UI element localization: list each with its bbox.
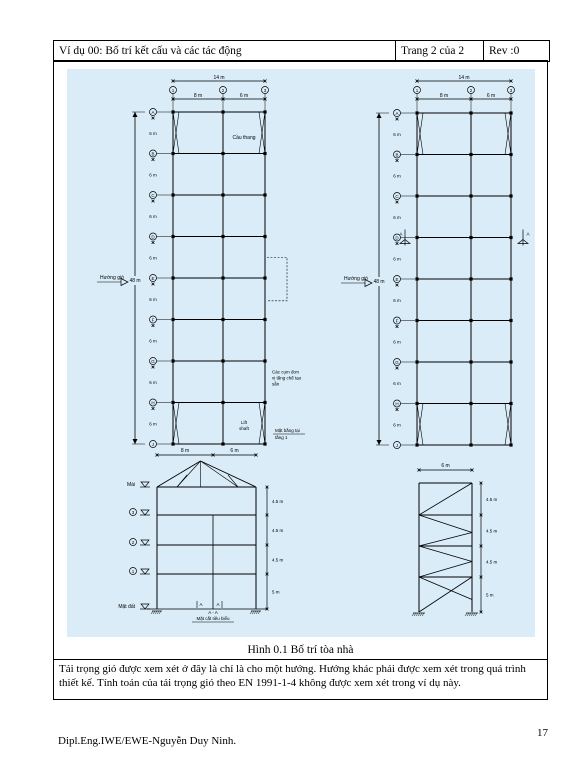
dim-row-spacing: 6 m	[393, 256, 401, 262]
dim-row-spacing: 6 m	[149, 296, 157, 302]
wind-label: Hướng gió	[344, 276, 368, 282]
lift-label: Lift	[240, 420, 248, 425]
dim-height: 4.5 m	[486, 497, 498, 502]
column-node	[221, 359, 224, 362]
bracing-elevation	[412, 463, 498, 616]
row-label: C	[151, 192, 155, 198]
column-node	[263, 276, 266, 279]
bracing-diagonal	[419, 577, 472, 612]
column-node	[221, 401, 224, 404]
bracing-diagonal	[419, 546, 472, 562]
page-number: 17	[537, 727, 548, 739]
footer-author: Dipl.Eng.IWE/EWE-Nguyễn Duy Ninh.	[58, 735, 237, 747]
header-table	[53, 40, 550, 62]
dim-total-length: 48 m	[373, 279, 385, 285]
dim-height: 4.5 m	[272, 557, 284, 563]
row-label: G	[395, 359, 399, 365]
stair-label: Cầu thang	[232, 135, 256, 141]
header-title: Ví dụ 00: Bố trí kết cấu và các tác động	[54, 41, 396, 61]
support-hatch	[254, 611, 256, 614]
plan-left	[97, 75, 305, 448]
caption-divider	[54, 659, 547, 660]
support-hatch	[256, 611, 258, 614]
support-hatch	[416, 613, 418, 616]
level-label: 2	[131, 539, 135, 545]
support-hatch	[157, 611, 159, 614]
column-label: 2	[469, 88, 473, 93]
column-node	[415, 194, 418, 197]
figure-caption: Hình 0.1 Bố trí tòa nhà	[247, 644, 354, 656]
column-node	[469, 194, 472, 197]
row-label: F	[151, 317, 155, 323]
support-hatch	[151, 611, 153, 614]
column-label: 2	[221, 88, 225, 93]
column-node	[469, 111, 472, 114]
column-node	[221, 276, 224, 279]
dim-height: 4.5 m	[486, 559, 498, 565]
column-node	[221, 442, 224, 445]
row-label: D	[151, 234, 155, 240]
arrow-head	[133, 112, 138, 117]
dim-row-spacing: 6 m	[393, 131, 401, 137]
support-hatch	[159, 611, 161, 614]
dim-bay-right: 6 m	[486, 93, 496, 99]
row-label: C	[395, 193, 399, 199]
column-node	[415, 277, 418, 280]
section-id: A - A	[208, 610, 218, 615]
truss-chord	[157, 461, 201, 487]
dim-row-spacing: 6 m	[149, 172, 157, 178]
dim-row-spacing: 6 m	[149, 213, 157, 219]
column-node	[221, 235, 224, 238]
bracing-diagonal	[419, 577, 472, 600]
support-hatch	[250, 611, 252, 614]
row-label: H	[151, 400, 155, 406]
dim-bay-left: 8 m	[180, 448, 190, 454]
dim-row-spacing: 6 m	[149, 421, 157, 427]
column-node	[263, 193, 266, 196]
structural-drawing	[67, 69, 535, 637]
column-node	[509, 360, 512, 363]
column-node	[171, 318, 174, 321]
column-node	[469, 402, 472, 405]
dim-height: 4.5 m	[272, 528, 284, 533]
dim-row-spacing: 6 m	[393, 214, 401, 220]
arrow-head	[377, 440, 382, 445]
column-node	[469, 153, 472, 156]
wind-label: Hướng gió	[100, 275, 124, 281]
support-hatch	[252, 611, 254, 614]
support-hatch	[469, 613, 471, 616]
lift-label: shaft	[239, 426, 249, 431]
dim-row-spacing: 6 m	[149, 379, 157, 385]
dim-bay-right: 6 m	[239, 93, 249, 99]
column-node	[221, 110, 224, 113]
dim-bay-left: 8 m	[193, 93, 203, 99]
level-symbol	[141, 482, 149, 487]
column-label: 1	[415, 88, 419, 93]
dim-height: 4.5 m	[272, 499, 284, 504]
row-label: E	[395, 276, 399, 282]
dim-bay: 6 m	[441, 463, 450, 469]
support-hatch	[420, 613, 422, 616]
column-node	[469, 319, 472, 322]
level-label: 1	[131, 568, 135, 574]
truss-web	[177, 475, 187, 487]
support-hatch	[475, 613, 477, 616]
row-label: H	[395, 401, 399, 407]
level-symbol	[141, 540, 149, 545]
section-marker-label: A	[399, 231, 403, 237]
dim-row-spacing: 6 m	[393, 339, 401, 345]
bracing-diagonal	[419, 562, 472, 578]
support-hatch	[418, 613, 420, 616]
level-label: Mái	[126, 482, 135, 488]
section-id-right: A	[216, 602, 220, 607]
dim-row-spacing: 6 m	[393, 380, 401, 386]
level-symbol	[141, 604, 149, 609]
level-label: Mặt đất	[118, 604, 135, 610]
level-symbol	[141, 569, 149, 574]
column-label: 3	[263, 88, 267, 93]
column-node	[415, 319, 418, 322]
column-node	[171, 276, 174, 279]
column-node	[509, 236, 512, 239]
dim-height: 5 m	[486, 592, 494, 598]
column-node	[171, 235, 174, 238]
truss-chord	[201, 461, 257, 487]
row-label: B	[395, 152, 399, 158]
floor-label: Mặt bằng tại	[275, 428, 300, 433]
column-node	[469, 443, 472, 446]
floor-label: tầng 1	[275, 435, 288, 440]
support-hatch	[465, 613, 467, 616]
column-node	[469, 277, 472, 280]
dim-bay-right: 6 m	[230, 448, 239, 454]
arrow-head	[133, 439, 138, 444]
column-node	[415, 360, 418, 363]
dim-total-width: 14 m	[458, 75, 470, 81]
note-paragraph: Tải trọng gió được xem xét ở đây là chỉ là cho một hướng. Hướng khác phải được xem xét trong quá trình thiết kế. Tính toán của tải trọng gió theo EN 1991-1-4 không được xem xét trong ví dụ này.	[59, 663, 526, 689]
dim-bay-left: 8 m	[439, 93, 449, 99]
support-hatch	[258, 611, 260, 614]
column-label: 3	[509, 88, 513, 93]
column-node	[221, 193, 224, 196]
column-node	[263, 359, 266, 362]
prefab-label: sẵn	[272, 381, 280, 387]
dim-total-width: 14 m	[213, 75, 225, 81]
dim-height: 4.5 m	[486, 528, 498, 534]
support-hatch	[414, 613, 416, 616]
column-node	[509, 194, 512, 197]
column-node	[263, 318, 266, 321]
column-node	[171, 193, 174, 196]
column-node	[509, 277, 512, 280]
column-node	[221, 152, 224, 155]
support-hatch	[467, 613, 469, 616]
dim-row-spacing: 6 m	[393, 173, 401, 179]
support-hatch	[471, 613, 473, 616]
figure-drawing	[67, 69, 535, 637]
prefab-outline	[267, 257, 287, 301]
column-node	[263, 235, 266, 238]
dim-row-spacing: 6 m	[393, 297, 401, 303]
level-symbol	[141, 510, 149, 515]
row-label: G	[151, 358, 155, 364]
dim-row-spacing: 6 m	[149, 255, 157, 261]
row-label: D	[395, 235, 399, 241]
column-node	[221, 318, 224, 321]
row-label: B	[151, 151, 155, 157]
dim-height: 5 m	[272, 589, 280, 595]
section-marker-label: A	[526, 231, 530, 237]
prefab-label: vị tầng chế tạo	[272, 375, 302, 381]
header-rev: Rev :0	[489, 45, 520, 57]
row-label: J	[151, 441, 155, 447]
support-hatch	[153, 611, 155, 614]
dim-row-spacing: 6 m	[393, 422, 401, 428]
support-hatch	[422, 613, 424, 616]
row-label: J	[395, 442, 399, 448]
row-label: A	[151, 109, 155, 115]
section-a-a	[118, 448, 283, 622]
dim-total-length: 48 m	[129, 278, 141, 284]
row-label: E	[151, 275, 155, 281]
level-label: 3	[131, 509, 135, 515]
column-node	[469, 236, 472, 239]
dim-row-spacing: 6 m	[149, 130, 157, 136]
figure-frame	[53, 60, 548, 700]
column-node	[509, 319, 512, 322]
header-page: Trang 2 của 2	[396, 41, 484, 61]
dim-row-spacing: 6 m	[149, 338, 157, 344]
support-hatch	[473, 613, 475, 616]
bracing-diagonal	[419, 515, 472, 533]
column-node	[469, 360, 472, 363]
row-label: F	[395, 318, 399, 324]
column-node	[171, 359, 174, 362]
row-label: A	[395, 110, 399, 116]
support-hatch	[412, 613, 414, 616]
bracing-diagonal	[419, 533, 472, 547]
prefab-label: Các cụm đơn	[272, 369, 299, 375]
arrow-head	[377, 113, 382, 118]
truss-web	[201, 461, 239, 487]
section-id-left: A	[199, 602, 203, 607]
section-name: Mặt cắt tiêu biểu	[196, 616, 230, 621]
plan-right	[341, 75, 530, 449]
column-node	[415, 236, 418, 239]
bracing-diagonal	[419, 483, 472, 515]
support-hatch	[155, 611, 157, 614]
column-label: 1	[171, 88, 175, 93]
